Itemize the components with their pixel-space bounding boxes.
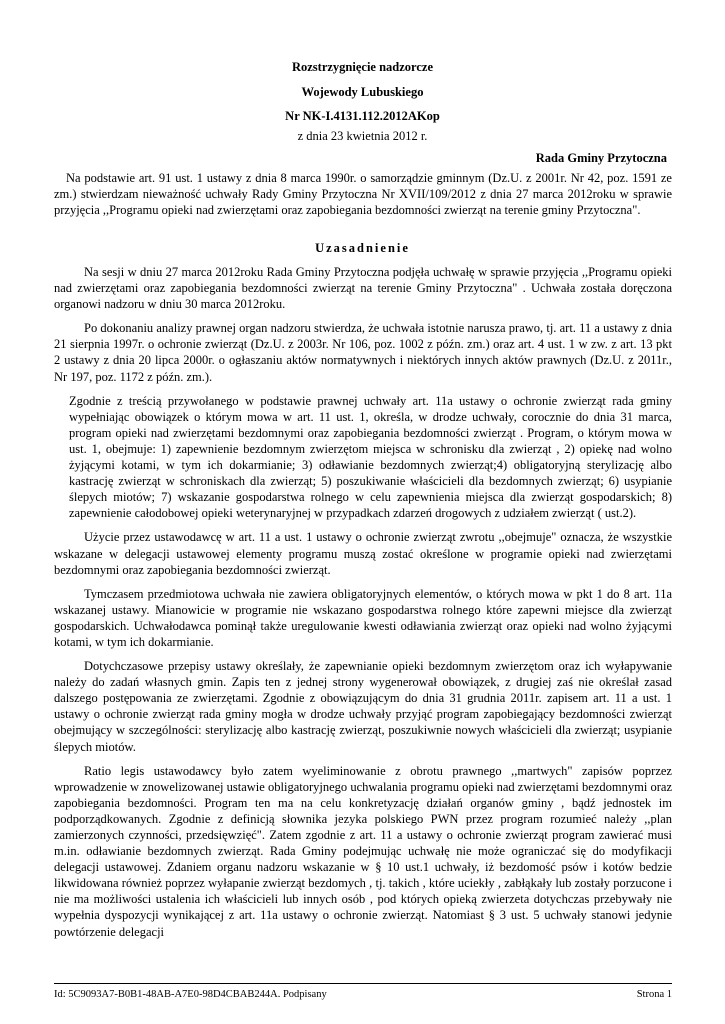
addressee: Rada Gminy Przytoczna: [535, 151, 667, 165]
justification-body: [54, 264, 672, 948]
footer-page-number: Strona 1: [636, 989, 672, 1000]
body-paragraph-6: Dotychczasowe przepisy ustawy określały, że zapewnianie opieki bezdomnym zwierzętom oraz ich wyłapywanie należy do zadań własnych gmin. Zapis ten z jednej strony wygenerował obowiązek, z drugiej zaś nie określał zasad dalszego postępowania ze zwierzętami. Zgodnie z obowiązującym do dnia 31 grudnia 2011r. zapisem art. 11 a ust. 1 ustawy o ochronie zwierząt rada gminy mogła w drodze uchwały przyjąć program zapobiegający bezdomności zwierząt obejmujący w szczególności: sterylizację albo kastrację zwierząt, poszukiwnie nowych właścicieli dla zwierząt; usypianie ślepych miotów.: [54, 659, 672, 754]
intro-paragraph: Na podstawie art. 91 ust. 1 ustawy z dnia 8 marca 1990r. o samorządzie gminnym (Dz.U. z 2001r. Nr 42, poz. 1591 ze zm.) stwierdzam nieważność uchwały Rady Gminy Przytoczna Nr XVII/109/2012 z dnia 27 marca 2012roku w sprawie przyjęcia ,,Programu opieki nad zwierzętami oraz zapobiegania bezdomności zwierząt na terenie gminy Przytoczna".: [54, 171, 672, 217]
footer-divider: [54, 983, 672, 984]
body-paragraph-1: Na sesji w dniu 27 marca 2012roku Rada Gminy Przytoczna podjęła uchwałę w sprawie przyjęcia ,,Programu opieki nad zwierzętami oraz zapobiegania bezdomności zwierząt na terenie Gminy Przytoczna" . Uchwała została doręczona organowi nadzoru w dniu 30 marca 2012roku.: [54, 265, 672, 312]
indented-block: [54, 393, 672, 522]
body-paragraph-2: Po dokonaniu analizy prawnej organ nadzoru stwierdza, że uchwała istotnie narusza prawo, tj. art. 11 a ustawy z dnia 21 sierpnia 1997r. o ochronie zwierząt (Dz.U. z 2003r. Nr 106, poz. 1002 z późn. zm.) oraz art. 4 ust. 1 w zw. z art. 13 pkt 2 ustawy z dnia 20 lipca 2000r. o ogłaszaniu aktów normatywnych i niektórych innych aktów prawnych (Dz.U. z 2011r., Nr 197, poz. 1172 z późn. zm.).: [54, 321, 672, 384]
footer-document-id: Id: 5C9093A7-B0B1-48AB-A7E0-98D4CBAB244A. Podpisany: [54, 989, 327, 1000]
body-paragraph-7: Ratio legis ustawodawcy było zatem wyeliminowanie z obrotu prawnego ,,martwych" zapisów poprzez wprowadzenie w znowelizowanej ustawie obligatoryjnego uchwalania programu opieki nad zwierzętami bezdomnymi oraz zapobiegania bezdomności. Program ten ma na celu konkretyzację działań organów gminy , bądź jednostek im podporządkowanych. Zgodnie z definicją słownika jezyka polskiego PWN przez program rozumieć należy ,,plan zamierzonych czynności, przedsięwzięć". Zatem zgodnie z art. 11 a ustawy o ochronie zwierząt program zawierać musi m.in. odławianie bezdomnych zwierząt. Rada Gminy podejmując uchwałę nie może ograniczać się do modyfikacji delegacji ustawowej. Zdaniem organu nadzoru wskazanie w § 10 ust.1 uchwały, iż bezdomość psów i kotów bedzie likwidowana również poprzez wyłapanie zwierząt bezdomych , tj. takich , które uciekły , zabłąkały lub zostały porzucone i nie ma możliwości ustalenia ich właścicieli lub innych osób , pod których opieką zwierzeta dotychczas przebywały nie wypełnia dyspozycji wynikającej z art. 11a ustawy o ochronie zwierząt. Natomiast § 3 ust. 5 uchwały stanowi jedynie powtórzenie delegacji: [54, 763, 672, 939]
document-title: Rozstrzygnięcie nadzorcze: [291, 60, 434, 74]
body-paragraph-3: Zgodnie z treścią przywołanego w podstawie prawnej uchwały art. 11a ustawy o ochronie zwierząt rada gminy wypełniając obowiązek o którym mowa w art. 11 ust. 1, określa, w drodze uchwały, corocznie do dnia 31 marca, program opieki nad zwierzętami bezdomnymi oraz zapobiegania bezdomności zwierząt . Program, o którym mowa w ust. 1, obejmuje: 1) zapewnienie bezdomnym zwierzętom miejsca w schronisku dla zwierząt , 2) opiekę nad wolno żyjącymi kotami, w tym ich dokarmianie; 3) odławianie bezdomnych zwierząt;4) obligatoryjną sterylizację albo kastrację zwierząt w schroniskach dla zwierząt; 5) poszukiwanie właścicieli dla bezdomnych zwierząt; 6) usypianie ślepych miotów; 7) wskazanie gospodarstwa rolnego w celu zapewnienia miejsca dla zwierząt gospodarskich; 8) zapewnienie całodobowej opieki weterynaryjnej w przypadkach zdarzeń drogowych z udziałem zwierząt ( ust.2).: [69, 393, 672, 521]
body-paragraph-5: Tymczasem przedmiotowa uchwała nie zawiera obligatoryjnych elementów, o których mowa w pkt 1 do 8 art. 11a wskazanej ustawy. Mianowicie w programie nie wskazano gospodarstwa rolnego które zapewni miejsce dla zwierząt gospodarskich. Uchwałodawca pominął także uregulowanie kwesti odławiania zwierząt oraz opieki nad wolno żyjącymi kotami, w tym ich dokarmianie.: [54, 586, 672, 649]
issuing-authority: Wojewody Lubuskiego: [301, 85, 424, 99]
document-date: z dnia 23 kwietnia 2012 r.: [297, 129, 428, 143]
document-number: Nr NK-I.4131.112.2012AKop: [285, 109, 440, 123]
body-paragraph-4: Użycie przez ustawodawcę w art. 11 a ust. 1 ustawy o ochronie zwierząt zwrotu ,,obejmuje" oznacza, że wszystkie wskazane w delegacji ustawowej elementy programu muszą zostać określone w programie opieki nad zwierzętami bezdomnymi oraz zapobiegania bezdomności zwierząt.: [54, 530, 672, 577]
section-title: Uzasadnienie: [315, 241, 410, 255]
